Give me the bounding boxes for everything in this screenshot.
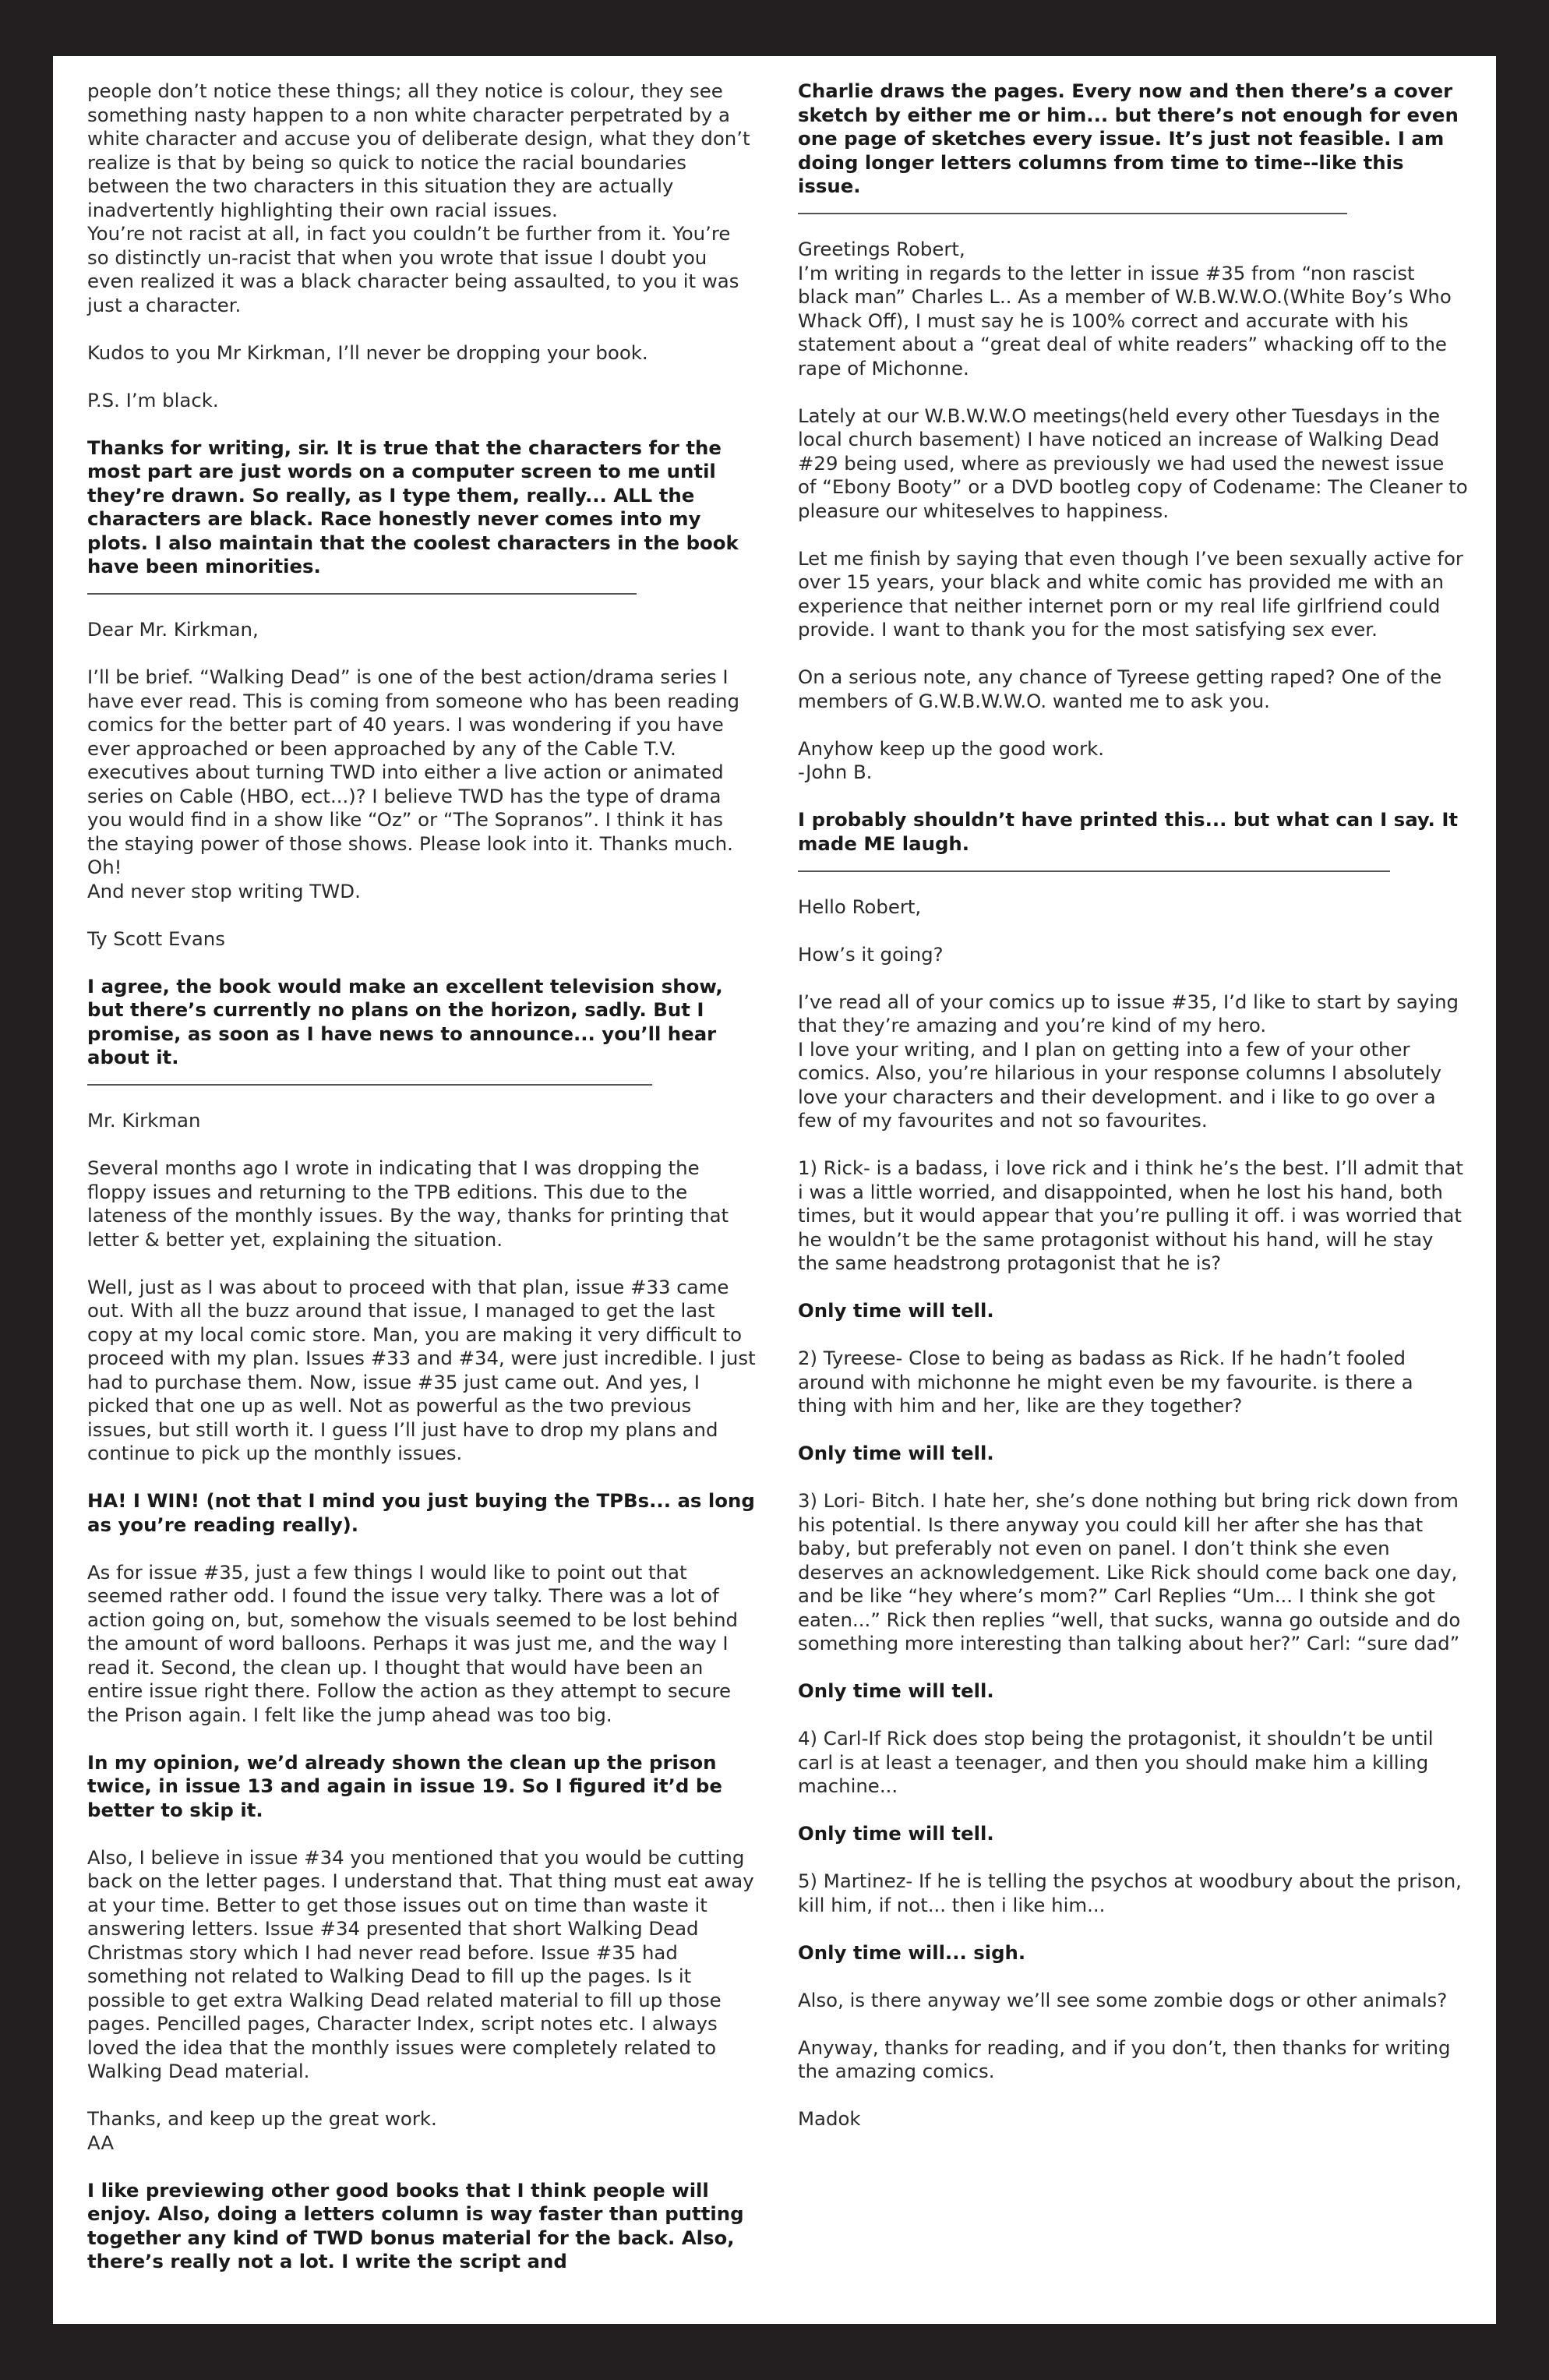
letter-paragraph: 2) Tyreese- Close to being as badass as Rick. If he hadn’t fooled around with michonne he might even be my favourite. is there a thing with him and her, like are they together? [798,1347,1413,1417]
letter-paragraph: Lately at our W.B.W.W.O meetings(held every other Tuesdays in the local church basement) I have noticed an increase of Walking Dead #29 being used, where as previously we had used the newest issue of “Ebony Booty” or a DVD bootleg copy of Codename: The Cleaner to pleasure our whiteselves to happiness. [798,404,1468,522]
letter-paragraph: 3) Lori- Bitch. I hate her, she’s done nothing but bring rick down from his potential. Is there anyway you could kill her after she has that baby, but preferably not even on panel. I don’t think she even deserves an acknowledgement. Like Rick should come back one day, and be like “hey where’s mom?” Carl Replies “Um... I think she got eaten...” Rick then replies “well, that sucks, wanna go outside and do something more interesting than talking about her?” Carl: “sure dad” [798,1489,1461,1654]
section-divider [87,593,637,595]
letter-paragraph: I’ve read all of your comics up to issue #35, I’d like to start by saying that they’re amazing and you’re kind of my hero. I love your writing, and I plan on getting into a few of your other comics. Also, you’re hilarious in your response columns I absolutely love your characters and their development. and i like to go over a few of my favourites and not so favourites. [798,990,1459,1132]
section-divider [87,1084,652,1086]
editor-response: I probably shouldn’t have printed this... but what can I say. It made ME laugh. [798,808,1459,855]
letter-paragraph: Mr. Kirkman [87,1109,201,1132]
letter-paragraph: people don’t notice these things; all they notice is colour, they see something nasty happen to a non white character perpetrated by a white character and accuse you of deliberate design, what they don’t realize is that by being so quick to notice the racial boundaries between the two characters in this situation they are actually inadvertently highlighting their own racial issues. You’re not racist at all, in fact you couldn’t be further from it. You’re so distinctly un-racist that when you wrote that issue I doubt you even realized it was a black character being assaulted, to you it was just a character. [87,79,750,316]
letter-paragraph: As for issue #35, just a few things I would like to point out that seemed rather odd. I found the issue very talky. There was a lot of action going on, but, somehow the visuals seemed to be lost behind the amount of word balloons. Perhaps it was just me, and the way I read it. Second, the clean up. I thought that would have been an entire issue right there. Follow the action as they attempt to secure the Prison again. I felt like the jump ahead was too big. [87,1560,739,1726]
letter-paragraph: Let me finish by saying that even though I’ve been sexually active for over 15 years, your black and white comic has provided me with an experience that neither internet porn or my real life girlfriend could provide. I want to thank you for the most satisfying sex ever. [798,546,1463,641]
letter-paragraph: Several months ago I wrote in indicating that I was dropping the floppy issues and returning to the TPB editions. This due to the lateness of the monthly issues. By the way, thanks for printing that letter & better yet, explaining the situation. [87,1156,729,1251]
section-divider [798,213,1347,214]
editor-response: I like previewing other good books that I think people will enjoy. Also, doing a letters column is way faster than putting together any kind of TWD bonus material for the back. Also, there’s really not a lot. I write the script and [87,2178,744,2272]
editor-response: Only time will tell. [798,1299,994,1322]
letter-paragraph: How’s it going? [798,942,944,966]
editor-response: Charlie draws the pages. Every now and then there’s a cover sketch by either me or him... but there’s not enough for even one page of sketches every issue. It’s just not feasible. I am doing longer letters columns from time to time--like this issue. [798,79,1459,197]
section-divider [798,870,1390,872]
editor-response: Only time will tell. [798,1822,994,1845]
editor-response: Only time will... sigh. [798,1940,1026,1964]
editor-response: Only time will tell. [798,1442,994,1464]
letter-paragraph: Also, I believe in issue #34 you mentioned that you would be cutting back on the letter pages. I understand that. That thing must eat away at your time. Better to get those issues out on time than waste it answering letters. Issue #34 presented that short Walking Dead Christmas story which I had never read before. Issue #35 had something not related to Walking Dead to fill up the pages. Is it possible to get extra Walking Dead related material to fill up those pages. Pencilled pages, Character Index, script notes etc. I always loved the idea that the monthly issues were completely related to Walking Dead material. [87,1845,754,2082]
letter-paragraph: On a serious note, any chance of Tyreese getting raped? One of the members of G.W.B.W.W.O. wanted me to ask you. [798,666,1442,712]
letter-paragraph: Thanks, and keep up the great work. AA [87,2107,437,2154]
letters-page [53,56,1496,2324]
editor-response: In my opinion, we’d already shown the clean up the prison twice, in issue 13 and again in issue 19. So I figured it’d be better to skip it. [87,1750,722,1821]
editor-response: Thanks for writing, sir. It is true that the characters for the most part are just words on a computer screen to me until they’re drawn. So really, as I type them, really... ALL the characters are black. Race honestly never comes into my plots. I also maintain that the coolest characters in the book have been minorities. [87,436,739,577]
right-column [798,79,1468,2155]
letter-paragraph: Well, just as I was about to proceed with that plan, issue #33 came out. With all the buzz around that issue, I managed to get the last copy at my local comic store. Man, you are making it very difficult to proceed with my plan. Issues #33 and #34, were just incredible. I just had to purchase them. Now, issue #35 just came out. And yes, I picked that one up as well. Not as powerful as the two previous issues, but still worth it. I guess I’ll just have to drop my plans and continue to pick up the monthly issues. [87,1275,756,1464]
letter-paragraph: 5) Martinez- If he is telling the psychos at woodbury about the prison, kill him, if not... then i like him... [798,1870,1462,1916]
letter-paragraph: Dear Mr. Kirkman, [87,618,259,641]
letter-paragraph: Kudos to you Mr Kirkman, I’ll never be dropping your book. [87,341,648,364]
editor-response: HA! I WIN! (not that I mind you just buying the TPBs... as long as you’re reading really). [87,1489,755,1536]
letter-paragraph: Also, is there anyway we’ll see some zombie dogs or other animals? [798,1988,1448,2011]
letter-paragraph: Madok [798,2107,861,2130]
editor-response: Only time will tell. [798,1679,994,1702]
letter-paragraph: Anyhow keep up the good work. -John B. [798,736,1104,783]
letter-paragraph: Greetings Robert, I’m writing in regards to the letter in issue #35 from “non rascist black man” Charles L.. As a member of W.B.W.W.O.(White Boy’s Who Whack Off), I must say he is 100% correct and accurate with his statement about a “great deal of white readers” whacking off to the rape of Michonne. [798,238,1452,380]
letter-paragraph: Anyway, thanks for reading, and if you don’t, then thanks for writing the amazing comics. [798,2036,1451,2082]
letter-paragraph: Ty Scott Evans [87,927,225,950]
letter-paragraph: 4) Carl-If Rick does stop being the protagonist, it shouldn’t be until carl is at least a teenager, and then you should make him a killing machine... [798,1727,1434,1797]
letter-paragraph: 1) Rick- is a badass, i love rick and i think he’s the best. I’ll admit that i was a little worried, and disappointed, when he lost his hand, both times, but it would appear that you’re pulling it off. i was worried that he wouldn’t be the same protagonist without his hand, will he stay the same headstrong protagonist that he is? [798,1156,1463,1274]
left-column [87,79,757,2297]
editor-response: I agree, the book would make an excellent television show, but there’s currently no plans on the horizon, sadly. But I promise, as soon as I have news to announce... you’ll hear about it. [87,974,723,1068]
letter-paragraph: P.S. I’m black. [87,388,219,411]
letter-paragraph: I’ll be brief. “Walking Dead” is one of the best action/drama series I have ever read. This is coming from someone who has been reading comics for the better part of 40 years. I was wondering if you have ever approached or been approached by any of the Cable T.V. executives about turning TWD into either a live action or animated series on Cable (HBO, ect...)? I believe TWD has the type of drama you would find in a show like “Oz” or “The Sopranos”. I think it has the staying power of those shows. Please look into it. Thanks much. Oh! And never stop writing TWD. [87,666,739,902]
letter-paragraph: Hello Robert, [798,895,922,918]
